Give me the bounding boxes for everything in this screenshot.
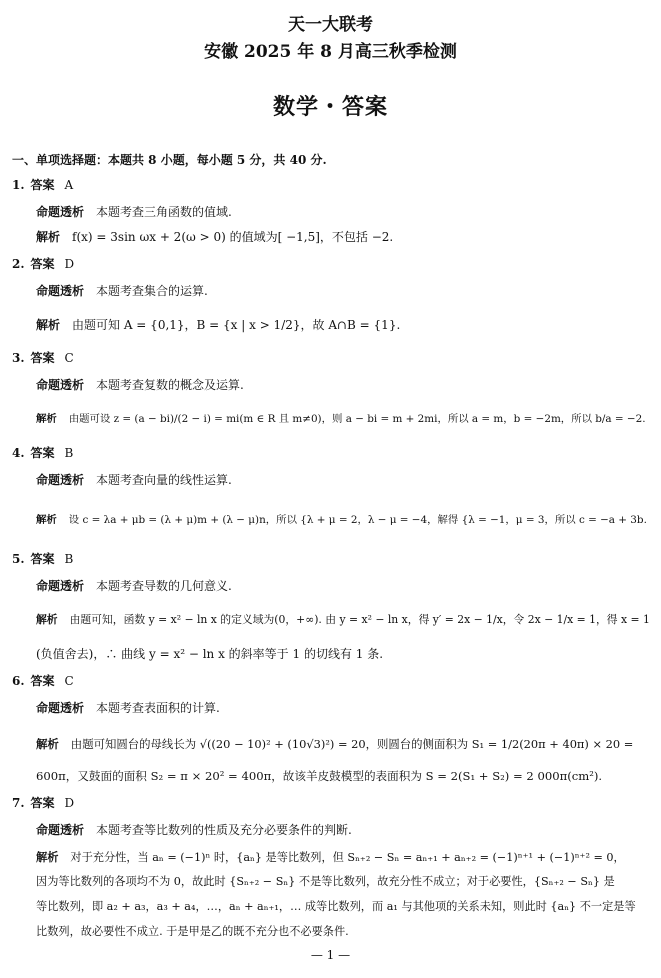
question-4-intent [36,472,232,488]
question-6-explanation [36,736,633,752]
answer-letter: A [64,178,74,192]
question-number: 7. [12,796,25,810]
question-5-explanation-continued: (负值舍去)，∴ 曲线 y = x² − ln x 的斜率等于 1 的切线有 1 条. [36,647,384,661]
intent-label: 命题透析 [36,701,85,715]
question-3-explanation [36,411,646,427]
org-title: 天一大联考 [288,15,373,35]
question-3-answer [12,350,74,366]
question-7-explanation-line-3: 等比数列，即 a₂ + a₃，a₃ + a₄，…，aₙ + aₙ₊₁，… 成等比数列，而 a₁ 与其他项的关系未知，则此时 {aₙ} 不一定是等 [36,900,636,913]
question-number: 2. [12,257,25,271]
question-number: 3. [12,351,25,365]
answer-letter: B [64,552,74,566]
explanation-label: 解析 [36,318,61,332]
answer-label: 答案 [30,257,55,271]
question-1-explanation [36,229,393,245]
explanation-text: 由题可设 z = (a − bi)/(2 − i) = mi(m ∈ R 且 m≠0)，则 a − bi = m + 2mi，所以 a = m，b = −2m，所以 b/a = −2. [68,413,646,425]
question-7-explanation-line-2: 因为等比数列的各项均不为 0，故此时 {Sₙ₊₂ − Sₙ} 不是等比数列，故充分性不成立；对于必要性，{Sₙ₊₂ − Sₙ} 是 [36,875,615,888]
question-2-intent [36,283,208,299]
question-7-explanation-line-4: 比数列，故必要性不成立. 于是甲是乙的既不充分也不必要条件. [36,925,349,938]
question-7-explanation [36,849,625,866]
answer-letter: D [64,796,75,810]
question-2-answer [12,256,74,272]
intent-text: 本题考查向量的线性运算. [96,473,232,487]
question-number: 5. [12,552,25,566]
question-number: 6. [12,674,25,688]
intent-text: 本题考查表面积的计算. [96,701,220,715]
explanation-text: f(x) = 3sin ωx + 2(ω > 0) 的值域为[ −1,5]，不包括 −2. [72,230,394,244]
explanation-text: 设 c = λa + μb = (λ + μ)m + (λ − μ)n，所以 {λ + μ = 2，λ − μ = −4，解得 {λ = −1，μ = 3，所以 c = −a + 3b. [68,514,647,526]
intent-text: 本题考查复数的概念及运算. [96,378,244,392]
intent-text: 本题考查导数的几何意义. [96,579,232,593]
question-6-answer [12,673,74,689]
answer-letter: D [64,257,75,271]
answer-letter: B [64,446,74,460]
explanation-text: 对于充分性，当 aₙ = (−1)ⁿ 时，{aₙ} 是等比数列，但 Sₙ₊₂ − Sₙ = aₙ₊₁ + aₙ₊₂ = (−1)ⁿ⁺¹ + (−1)ⁿ⁺² = 0， [70,851,625,864]
question-1-answer [12,177,73,193]
answer-label: 答案 [30,796,55,810]
question-7-answer [12,795,74,811]
intent-text: 本题考查三角函数的值域. [96,205,232,219]
explanation-label: 解析 [36,230,61,244]
explanation-text: 由题可知圆台的母线长为 √((20 − 10)² + (10√3)²) = 20，则圆台的侧面积为 S₁ = 1/2(20π + 40π) × 20 = [70,737,634,751]
answer-letter: C [64,351,74,365]
question-6-intent [36,700,220,716]
intent-label: 命题透析 [36,473,85,487]
exam-title: 安徽 2025 年 8 月高三秋季检测 [204,42,457,62]
page-number: — 1 — [310,948,351,962]
subject-title: 数学・答案 [272,94,388,120]
answer-label: 答案 [30,552,55,566]
answer-label: 答案 [30,351,55,365]
question-4-explanation [36,512,647,528]
question-6-explanation-continued: 600π，又鼓面的面积 S₂ = π × 20² = 400π，故该羊皮鼓模型的表面积为 S = 2(S₁ + S₂) = 2 000π(cm²). [36,769,603,783]
answer-label: 答案 [30,446,55,460]
intent-label: 命题透析 [36,823,85,837]
question-5-explanation [36,612,650,628]
question-7-intent [36,822,352,838]
explanation-label: 解析 [36,850,59,864]
question-5-answer [12,551,73,567]
section-heading: 一、单项选择题：本题共 8 小题，每小题 5 分，共 40 分. [12,153,327,167]
explanation-label: 解析 [36,737,59,751]
explanation-label: 解析 [36,613,58,626]
answer-letter: C [64,674,74,688]
question-4-answer [12,445,73,461]
question-number: 4. [12,446,25,460]
explanation-label: 解析 [36,514,57,526]
intent-text: 本题考查等比数列的性质及充分必要条件的判断. [96,823,352,837]
question-3-intent [36,377,244,393]
explanation-text: 由题可知，函数 y = x² − ln x 的定义域为(0，+∞). 由 y = x² − ln x，得 y′ = 2x − 1/x，令 2x − 1/x = 1，得 x = 1 [69,613,650,626]
answer-label: 答案 [30,674,55,688]
question-2-explanation [36,317,400,333]
explanation-text: 由题可知 A = {0,1}，B = {x | x > 1/2}，故 A∩B = {1}. [72,318,401,332]
question-number: 1. [12,178,25,192]
intent-text: 本题考查集合的运算. [96,284,208,298]
answer-label: 答案 [30,178,55,192]
question-1-intent [36,204,232,220]
intent-label: 命题透析 [36,579,85,593]
intent-label: 命题透析 [36,284,85,298]
question-5-intent [36,578,232,594]
intent-label: 命题透析 [36,205,85,219]
intent-label: 命题透析 [36,378,85,392]
explanation-label: 解析 [36,413,57,425]
